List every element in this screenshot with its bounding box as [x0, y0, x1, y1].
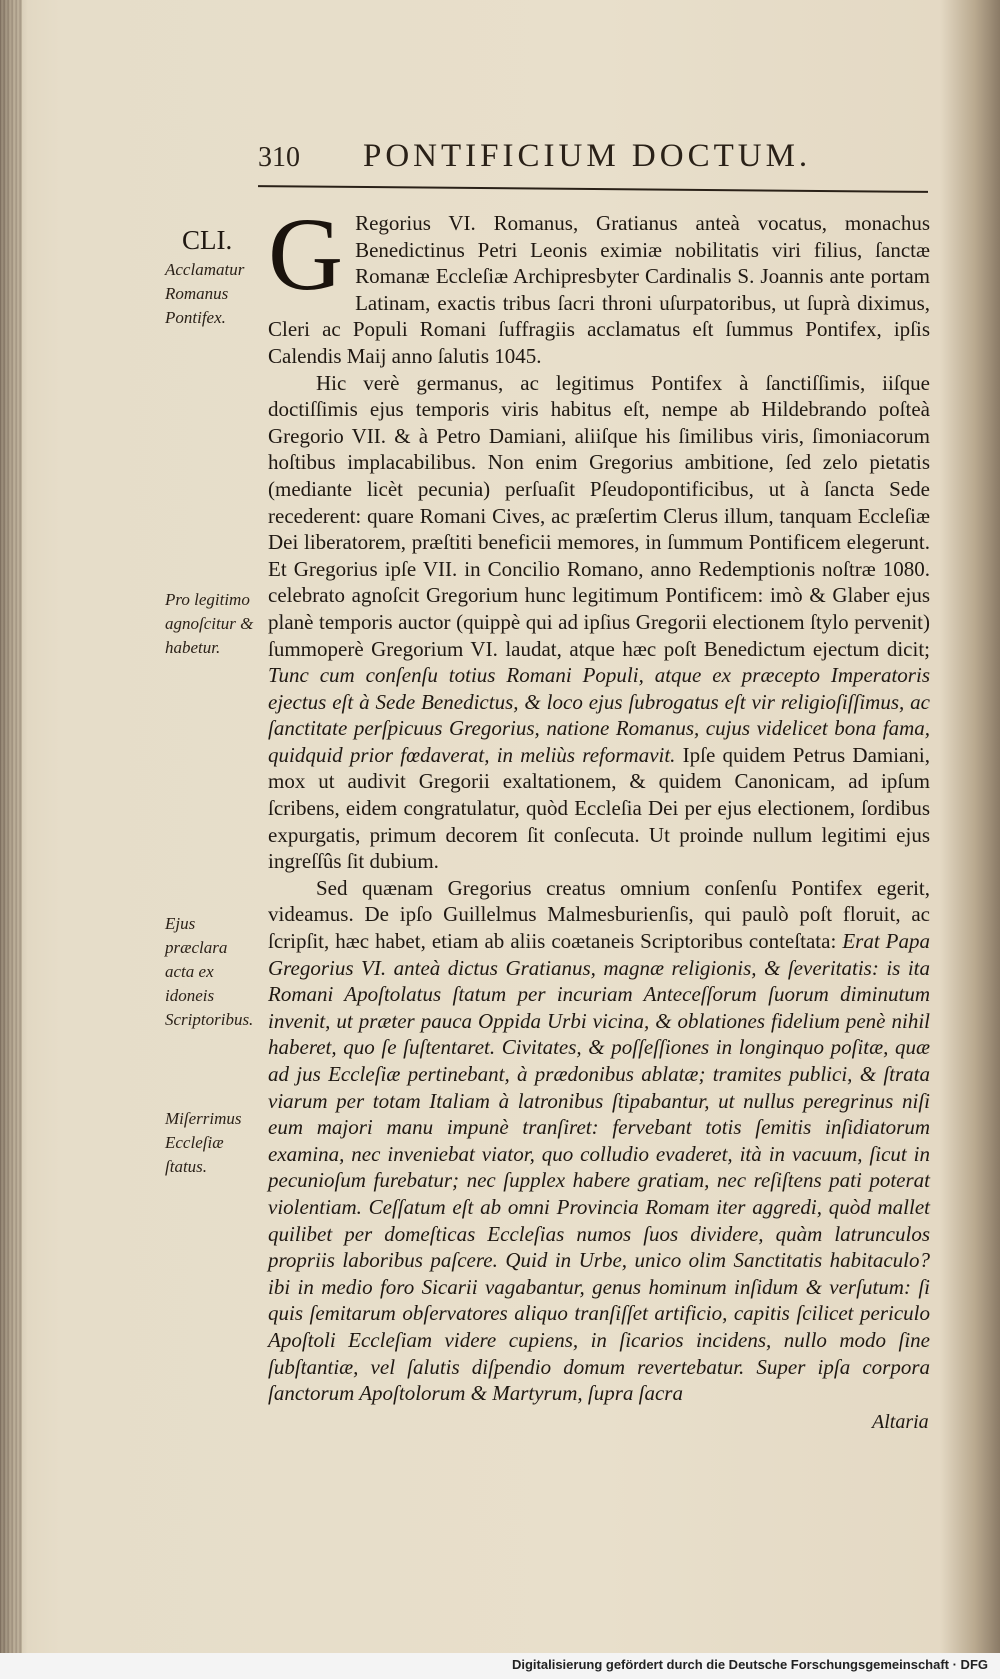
paragraph-3-text: Sed quænam Gregorius creatus omnium conſenſu Pontifex egerit, videamus. De ipſo Guillelmus Malmesburienſis, qui paulò poſt floruit, ac ſcripſit, hæc habet, etiam ab aliis coætaneis Scriptoribus conteſtata: [268, 875, 930, 954]
page-edge [0, 0, 22, 1679]
margin-note-legitimo: Pro legitimo agnoſcitur & habetur. [165, 590, 254, 657]
footer-bar [0, 1653, 1000, 1679]
margin-note-acta: Ejus præclara acta ex idoneis Scriptoribus. [165, 914, 254, 1029]
paragraph-1-text: Regorius VI. Romanus, Gratianus anteà vocatus, monachus Benedictinus Petri Leonis eximiæ nobilitatis viri filius, ſanctæ Romanæ Eccleſiæ Archipresbyter Cardinalis S. Joannis ante portam Latinam, exactis tribus ſacri throni uſurpatoribus, ut ſuprà diximus, Cleri ac Populi Romani ſuffragiis acclamatus eſt ſummus Pontifex, ipſis Calendis Maij anno ſalutis 1045. [268, 211, 930, 368]
paragraph-2-text: Hic verè germanus, ac legitimus Pontifex à ſanctiſſimis, iiſque doctiſſimis ejus temporis viris habitus eſt, nempe ab Hildebrando poſteà Gregorio VII. & à Petro Damiani, aliiſque his ſimilibus viris, ſimoniacorum hoſtibus implacabilibus. Non enim Gregorius ambitione, ſed zelo pietatis (mediante licèt pecunia) perſuaſit Pſeudopontificibus, ut à ſancta Sede recederent: quare Romani Cives, ac præſertim Clerus illum, tanquam Eccleſiæ Dei liberatorem, præſtiti beneficii memores, in ſummum Pontificem elegerunt. Et Gregorius ipſe VII. in Concilio Romano, anno Redemptionis noſtræ 1080. celebrato agnoſcit Gregorium hunc legitimum Pontificem: imò & Glaber ejus planè temporis auctor (quippè qui ad ipſius Gregorii electionem ſtylo pervenit) ſummoperè Gregorium VI. laudat, atque hæc poſt Benedictum ejectum dicit; [268, 370, 930, 661]
quote-glaber: Tunc cum conſenſu totius Romani Populi, atque ex præcepto Imperatoris ejectus eſt à Sede Benedictus, & loco ejus ſubrogatus eſt vir religioſiſſimus, ac ſanctitate perſpicuus Gregorius, natione Romanus, cujus videlicet bona fama, quidquid prior fœdaverat, in meliùs reformavit. [268, 663, 930, 767]
page-number: 310 [258, 142, 300, 173]
catchword: Altaria [872, 1411, 929, 1433]
paragraph-2 [268, 370, 930, 875]
page-header [258, 138, 938, 182]
chapter-number: CLI. [182, 225, 233, 255]
paragraph-1 [268, 197, 930, 370]
margin-note-status: Miſerrimus Eccleſiæ ſtatus. [165, 1109, 242, 1176]
main-text [268, 197, 930, 1407]
quote-malmesbury: Erat Papa Gregorius VI. anteà dictus Gratianus, magnæ religionis, & ſeveritatis: is ita Romani Apoſtolatus ſtatum per incuriam Anteceſſorum ſuorum diminutum invenit, ut præter pauca Oppida Urbi vicina, & oblationes fidelium penè nihil haberet, quo ſe ſuſtentaret. Civitates, & poſſeſſiones in longinquo poſitæ, quæ ad jus Eccleſiæ pertinebant, à prædonibus ablatæ; tramites publici, & ſtrata viarum per totam Italiam à latronibus ſtipabantur, ut nullus peregrinus niſi eum majori manu impunè tranſiret: fervebant totis ſemitis inſidiatorum examina, nec inveniebat viator, quo colludio evaderet, ità in vacuum, ſicut in pecunioſum furebatur; nec ſupplex habere gratiam, nec reſiſtens pati poterat violentiam. Ceſſatum eſt ab omni Provincia Romam iter aggredi, quòd mallet quilibet per domeſticas Eccleſias numos ſuos dividere, quàm latrunculos propriis laboribus paſcere. Quid in Urbe, unico olim Sanctitatis habitaculo? ibi in medio foro Sicarii vagabantur, genus hominum inſidum & verſutum: ſi quis ſemitarum obſervatores aliquo tranſiſſet artificio, capitis ſcilicet periculo Apoſtoli Eccleſiam videre cupiens, in ſicarios incidens, nullo modo ſine ſubſtantiæ, vel ſalutis diſpendio domum revertebatur. Super ipſa corpora ſanctorum Apoſtolorum & Martyrum, ſupra ſacra [268, 929, 930, 1406]
paragraph-2-end: Ipſe quidem Petrus Damiani, mox ut audivit Gregorii exaltationem, & quidem Canonicam, ad ipſum ſcribens, eidem congratulatur, quòd Eccleſia Dei per ejus electionem, ſordibus expurgatis, primum decorem ſit conſecuta. Ut proinde nullum legitimi ejus ingreſſûs ſit dubium. [268, 742, 930, 874]
footer-credit: Digitalisierung gefördert durch die Deutsche Forschungsgemeinschaft · DFG [511, 1657, 988, 1672]
header-rule [258, 185, 928, 193]
running-title: PONTIFICIUM DOCTUM. [363, 138, 812, 174]
paragraph-3 [268, 875, 930, 1407]
margin-note-acclamatur: Acclamatur Romanus Pontifex. [165, 260, 245, 327]
drop-cap: G [268, 197, 344, 312]
